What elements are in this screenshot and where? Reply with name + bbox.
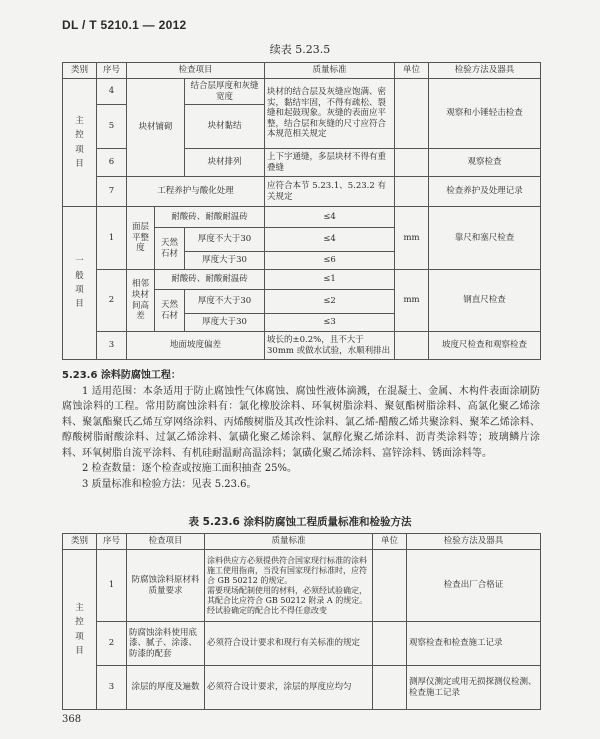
row-number: 3 <box>97 666 127 710</box>
standard-coating-thickness: 必须符合设计要求，涂层的厚度应均匀 <box>205 666 373 710</box>
value: ≤3 <box>265 314 395 332</box>
group-block-laying: 块材铺砌 <box>127 79 185 177</box>
standard-arrangement: 上下宇通缝，多层块材不得有重叠缝 <box>265 149 395 177</box>
header-number: 序号 <box>97 63 127 79</box>
table-5-23-5-continued <box>62 62 541 360</box>
method-thickness-gauge: 测厚仪测定或用无损探测仪检测、检查施工记录 <box>407 666 541 710</box>
item-block-bond: 块材黏结 <box>185 105 265 149</box>
thickness-le-30: 厚度不大于30 <box>185 228 265 252</box>
method-certificate: 检查出厂合格证 <box>407 550 541 622</box>
item-curing: 工程养护与酸化处理 <box>127 177 265 207</box>
header-unit: 单位 <box>373 534 407 550</box>
header-standard: 质量标准 <box>265 63 395 79</box>
header-category: 类别 <box>63 534 97 550</box>
method-observe-record: 观察检查和检查施工记录 <box>407 622 541 666</box>
category-main: 主控项目 <box>63 79 97 207</box>
standard-raw-material <box>205 550 373 622</box>
table-5-23-6 <box>62 533 541 710</box>
unit-mm: mm <box>395 207 429 270</box>
value: ≤2 <box>265 290 395 314</box>
row-number: 1 <box>97 550 127 622</box>
unit-cell <box>395 177 429 207</box>
table-row <box>63 666 541 710</box>
thickness-gt-30: 厚度大于30 <box>185 252 265 270</box>
material-stone: 天然石材 <box>155 290 185 332</box>
document-code: DL / T 5210.1 — 2012 <box>62 18 187 32</box>
header-unit: 单位 <box>395 63 429 79</box>
value: ≤6 <box>265 252 395 270</box>
method-ruler-feeler: 靠尺和塞尺检查 <box>429 207 541 270</box>
unit-cell <box>373 666 407 710</box>
unit-cell <box>395 79 429 149</box>
method-observe: 观察检查 <box>429 149 541 177</box>
table1-caption: 续表 5.23.5 <box>269 43 331 56</box>
row-number: 7 <box>97 177 127 207</box>
value: ≤4 <box>265 228 395 252</box>
method-curing-record: 检查养护及处理记录 <box>429 177 541 207</box>
unit-cell <box>395 332 429 360</box>
page-number: 368 <box>62 714 82 725</box>
item-joint-thickness: 结合层厚度和灰缝宽度 <box>185 79 265 105</box>
method-steel-ruler: 钢直尺检查 <box>429 270 541 332</box>
row-number: 4 <box>97 79 127 105</box>
item-coating-thickness: 涂层的厚度及遍数 <box>127 666 205 710</box>
standard-text: 涂料供应方必须提供符合国家现行标准的涂料施工使用指南，当没有国家现行标准时，应符合 GB 50212 的规定。 <box>207 555 367 585</box>
material-stone: 天然石材 <box>155 228 185 270</box>
row-number: 6 <box>97 149 127 177</box>
standard-primer-match: 必须符合设计要求和现行有关标准的规定 <box>205 622 373 666</box>
table-row <box>63 207 541 228</box>
method-hammer: 观察和小锤轻击检查 <box>429 79 541 149</box>
category-main: 主控项目 <box>63 550 97 710</box>
section-title: 5.23.6 涂料防腐蚀工程： <box>62 370 181 381</box>
thickness-gt-30: 厚度大于30 <box>185 314 265 332</box>
unit-cell <box>395 149 429 177</box>
header-item: 检查项目 <box>127 63 265 79</box>
row-number: 1 <box>97 207 127 270</box>
section-5-23-6 <box>62 368 540 492</box>
table-row <box>63 622 541 666</box>
table2-caption: 表 5.23.6 涂料防腐蚀工程质量标准和检验方法 <box>188 516 412 528</box>
row-number: 2 <box>97 622 127 666</box>
thickness-le-30: 厚度不大于30 <box>185 290 265 314</box>
unit-cell <box>373 622 407 666</box>
section-quality-standard: 3 质量标准和检验方法：见表 5.23.6。 <box>82 478 257 490</box>
header-method: 检验方法及器具 <box>429 63 541 79</box>
header-number: 序号 <box>97 534 127 550</box>
table-row <box>63 79 541 105</box>
item-flatness: 面层平整度 <box>127 207 155 270</box>
row-number: 2 <box>97 270 127 332</box>
item-raw-material: 防腐蚀涂料原材料质量要求 <box>127 550 205 622</box>
table-row <box>63 177 541 207</box>
standard-curing: 应符合本节 5.23.1、5.23.2 有关规定 <box>265 177 395 207</box>
item-slope: 地面坡度偏差 <box>127 332 265 360</box>
item-block-arrangement: 块材排列 <box>185 149 265 177</box>
row-number: 3 <box>97 332 127 360</box>
section-inspection-quantity: 2 检查数量：逐个检查或按施工面积抽查 25%。 <box>82 463 297 474</box>
standard-block-bond: 块材的结合层及灰缝应饱满、密实，黏结牢固，不得有疏松、裂缝和起鼓现象。灰缝的表面应平整，结合层和灰缝的尺寸应符合本规范相关规定 <box>265 79 395 149</box>
header-method: 检验方法及器具 <box>407 534 541 550</box>
row-number: 5 <box>97 105 127 149</box>
header-standard: 质量标准 <box>205 534 373 550</box>
table-row <box>63 270 541 290</box>
category-general: 一般项目 <box>63 207 97 360</box>
section-scope: 1 适用范围：本条适用于防止腐蚀性气体腐蚀、腐蚀性液体滴溅，在混凝土、金属、木构件表面涂刷防腐蚀涂料的工程。常用防腐蚀涂料有：氯化橡胶涂料、环氧树脂涂料、聚氨酯树脂涂料、高氯化聚乙烯涂料、聚氯酯聚氏乙烯互穿网络涂料、丙烯酸树脂及其改性涂料、氯乙烯-醋酸乙烯共聚涂料、聚苯乙烯涂料、醇酸树脂耐酸涂料、过氯乙烯涂料、氯磺化聚乙烯涂料、氯醇化聚乙烯涂料、沥青类涂料等；玻璃鳞片涂料、环氧树脂自流平涂料、有机硅耐温耐高温涂料；氯磺化聚乙烯涂料、富锌涂料、锈面涂料等。 <box>62 385 540 459</box>
table-row <box>63 332 541 360</box>
value: ≤4 <box>265 207 395 228</box>
unit-mm: mm <box>395 270 429 332</box>
item-primer-match: 防腐蚀涂料使用底漆、腻子、涂漆、防漆的配套 <box>127 622 205 666</box>
header-item: 检查项目 <box>127 534 205 550</box>
item-height-diff: 相邻块材间高差 <box>127 270 155 332</box>
unit-cell <box>373 550 407 622</box>
header-category: 类别 <box>63 63 97 79</box>
table-row <box>63 550 541 622</box>
standard-text: 需要现场配制使用的材料，必须经试验确定，其配合比应符合 GB 50212 附录 A 的规定。经试验确定的配合比不得任意改变 <box>207 585 368 615</box>
material-acid-brick: 耐酸砖、耐酸耐温砖 <box>155 270 265 290</box>
material-acid-brick: 耐酸砖、耐酸耐温砖 <box>155 207 265 228</box>
value: ≤1 <box>265 270 395 290</box>
method-slope: 坡度尺检查和观察检查 <box>429 332 541 360</box>
standard-slope: 坡长的±0.2%，且不大于 30mm 或做水试验，水顺利排出 <box>265 332 395 360</box>
